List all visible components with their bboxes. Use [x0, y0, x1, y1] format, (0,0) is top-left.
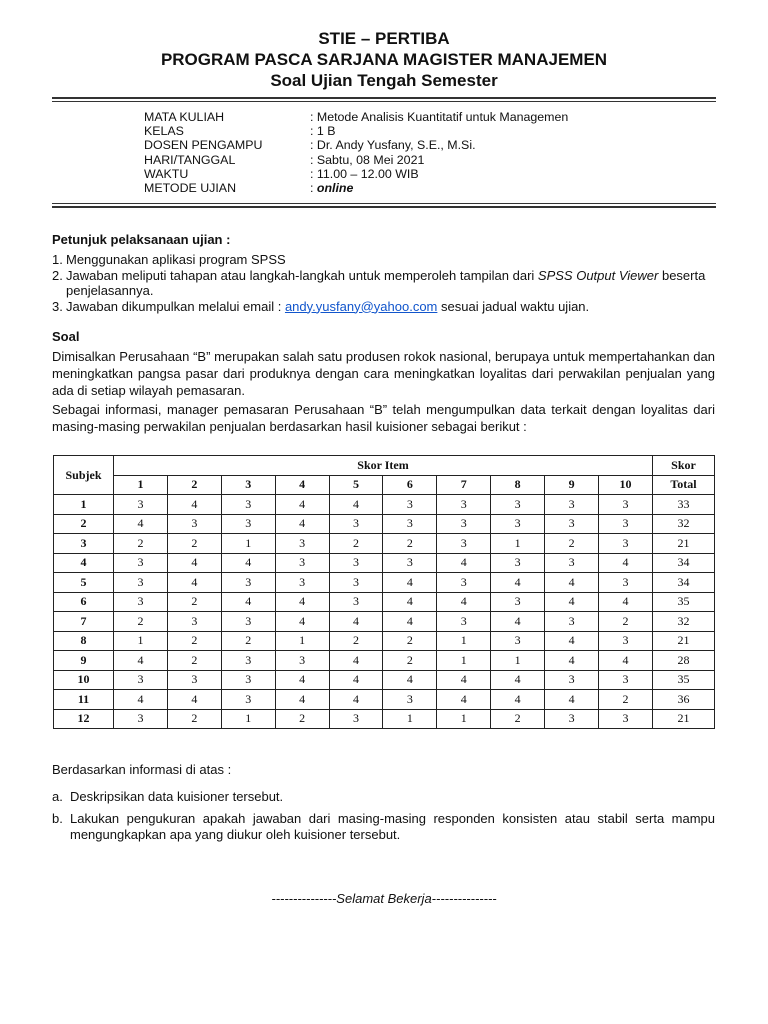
total-cell: 33 — [653, 495, 715, 515]
score-cell: 3 — [221, 651, 275, 671]
instructions-list — [52, 252, 716, 314]
score-cell: 4 — [545, 690, 599, 710]
list-item: 3. Jawaban dikumpulkan melalui email : andy.yusfany@yahoo.com sesuai jadual waktu ujian. — [52, 298, 590, 314]
score-cell: 3 — [275, 651, 329, 671]
score-cell: 2 — [167, 709, 221, 729]
score-cell: 4 — [114, 651, 168, 671]
score-cell: 3 — [599, 709, 653, 729]
score-cell: 4 — [329, 670, 383, 690]
score-cell: 1 — [437, 631, 491, 651]
score-cell: 1 — [437, 709, 491, 729]
score-cell: 4 — [329, 612, 383, 632]
score-cell: 3 — [114, 670, 168, 690]
item-header: 8 — [491, 475, 545, 495]
total-cell: 21 — [653, 534, 715, 554]
questions-intro: Berdasarkan informasi di atas : — [52, 762, 232, 777]
total-cell: 34 — [653, 553, 715, 573]
question-b: b. Lakukan pengukuran apakah jawaban dari masing-masing responden konsisten atau stabil serta mampu mengungkapkan apa yang diukur oleh kuisioner tersebut. — [52, 811, 715, 842]
score-cell: 3 — [114, 495, 168, 515]
score-cell: 3 — [599, 631, 653, 651]
total-cell: 21 — [653, 631, 715, 651]
info-row-method: METODE UJIAN : online — [144, 181, 354, 196]
score-cell: 2 — [383, 631, 437, 651]
method-value: online — [316, 181, 354, 196]
score-cell: 4 — [491, 573, 545, 593]
score-cell: 2 — [114, 612, 168, 632]
subjek-cell: 5 — [54, 573, 114, 593]
score-cell: 3 — [545, 553, 599, 573]
header-divider-top — [52, 97, 716, 102]
score-cell: 3 — [491, 514, 545, 534]
score-cell: 3 — [114, 573, 168, 593]
list-item: 2. Jawaban meliputi tahapan atau langkah-langkah untuk memperoleh tampilan dari SPSS Output Viewer beserta penjelasannya. — [52, 267, 706, 298]
score-cell: 3 — [599, 495, 653, 515]
score-cell: 3 — [167, 670, 221, 690]
score-cell: 3 — [545, 514, 599, 534]
score-cell: 4 — [221, 553, 275, 573]
table-row — [54, 709, 715, 729]
score-cell: 2 — [167, 651, 221, 671]
score-cell: 3 — [114, 553, 168, 573]
score-cell: 1 — [437, 651, 491, 671]
skor-total-header-2: Total — [653, 475, 715, 495]
score-cell: 4 — [275, 670, 329, 690]
total-cell: 32 — [653, 612, 715, 632]
score-cell: 3 — [167, 514, 221, 534]
score-cell: 3 — [329, 709, 383, 729]
item-header: 7 — [437, 475, 491, 495]
score-cell: 2 — [167, 592, 221, 612]
item-header: 4 — [275, 475, 329, 495]
score-cell: 2 — [491, 709, 545, 729]
score-cell: 4 — [167, 573, 221, 593]
score-cell: 4 — [167, 495, 221, 515]
score-cell: 2 — [599, 612, 653, 632]
score-cell: 3 — [221, 573, 275, 593]
score-cell: 1 — [275, 631, 329, 651]
subjek-cell: 12 — [54, 709, 114, 729]
score-cell: 3 — [437, 534, 491, 554]
score-cell: 3 — [437, 573, 491, 593]
score-cell: 4 — [491, 670, 545, 690]
table-row — [54, 651, 715, 671]
subjek-cell: 4 — [54, 553, 114, 573]
table-row — [54, 534, 715, 554]
score-cell: 4 — [599, 651, 653, 671]
score-cell: 3 — [275, 534, 329, 554]
score-cell: 4 — [491, 612, 545, 632]
score-cell: 4 — [545, 573, 599, 593]
subjek-cell: 9 — [54, 651, 114, 671]
table-row — [54, 573, 715, 593]
score-cell: 4 — [329, 690, 383, 710]
subjek-cell: 3 — [54, 534, 114, 554]
score-cell: 2 — [329, 534, 383, 554]
subjek-cell: 11 — [54, 690, 114, 710]
score-cell: 3 — [275, 553, 329, 573]
score-cell: 4 — [221, 592, 275, 612]
score-cell: 3 — [437, 514, 491, 534]
score-cell: 3 — [221, 514, 275, 534]
score-cell: 4 — [275, 612, 329, 632]
item-header: 3 — [221, 475, 275, 495]
table-row — [54, 631, 715, 651]
table-row — [54, 495, 715, 515]
score-cell: 2 — [329, 631, 383, 651]
score-cell: 4 — [437, 690, 491, 710]
score-cell: 3 — [383, 495, 437, 515]
score-cell: 1 — [491, 534, 545, 554]
item-header: 2 — [167, 475, 221, 495]
info-row: HARI/TANGGAL : Sabtu, 08 Mei 2021 — [144, 152, 425, 167]
exam-info — [144, 110, 568, 195]
score-cell: 4 — [275, 495, 329, 515]
table-row — [54, 514, 715, 534]
soal-title: Soal — [52, 329, 80, 344]
total-cell: 28 — [653, 651, 715, 671]
score-cell: 3 — [275, 573, 329, 593]
exam-title: Soal Ujian Tengah Semester — [270, 71, 498, 90]
info-row: WAKTU : 11.00 – 12.00 WIB — [144, 166, 419, 181]
subjek-cell: 7 — [54, 612, 114, 632]
score-cell: 2 — [599, 690, 653, 710]
score-table — [53, 455, 715, 729]
header-divider-bottom — [52, 203, 716, 208]
score-cell: 3 — [221, 670, 275, 690]
item-header: 1 — [114, 475, 168, 495]
soal-paragraph-2: Sebagai informasi, manager pemasaran Perusahaan “B” telah mengumpulkan data terkait dengan loyalitas dari masing-masing perwakilan penjualan berdasarkan hasil kuisioner sebagai berikut : — [52, 402, 715, 435]
score-cell: 3 — [383, 553, 437, 573]
table-row — [54, 670, 715, 690]
subjek-cell: 2 — [54, 514, 114, 534]
score-cell: 4 — [167, 553, 221, 573]
table-row — [54, 690, 715, 710]
table-row — [54, 553, 715, 573]
score-cell: 3 — [437, 612, 491, 632]
info-row: MATA KULIAH : Metode Analisis Kuantitatif untuk Managemen — [144, 110, 569, 124]
score-cell: 3 — [545, 709, 599, 729]
score-cell: 3 — [221, 612, 275, 632]
score-cell: 3 — [545, 670, 599, 690]
score-cell: 3 — [221, 690, 275, 710]
score-cell: 3 — [329, 573, 383, 593]
score-cell: 3 — [329, 553, 383, 573]
table-row — [54, 592, 715, 612]
score-cell: 3 — [437, 495, 491, 515]
subjek-header: Subjek — [54, 456, 114, 495]
skor-item-header: Skor Item — [114, 456, 653, 476]
score-cell: 3 — [599, 573, 653, 593]
skor-total-header-1: Skor — [653, 456, 715, 476]
score-cell: 4 — [599, 592, 653, 612]
info-row: KELAS : 1 B — [144, 124, 336, 139]
total-cell: 35 — [653, 592, 715, 612]
score-cell: 4 — [275, 514, 329, 534]
email-link[interactable]: andy.yusfany@yahoo.com — [284, 298, 438, 314]
score-cell: 2 — [383, 534, 437, 554]
score-cell: 4 — [437, 670, 491, 690]
score-cell: 4 — [383, 573, 437, 593]
list-item: 1. Menggunakan aplikasi program SPSS — [52, 252, 286, 267]
item-header: 5 — [329, 475, 383, 495]
soal-paragraph-1: Dimisalkan Perusahaan “B” merupakan salah satu produsen rokok nasional, berupaya untuk mempertahankan dan meningkatkan pangsa pasar dari produknya dengan cara meningkatkan loyalitas dari perwakilan penjualan yang ada di setiap wilayah pemasaran. — [52, 349, 715, 399]
subjek-cell: 6 — [54, 592, 114, 612]
document-header — [0, 28, 768, 91]
score-cell: 4 — [545, 651, 599, 671]
score-cell: 3 — [114, 709, 168, 729]
score-cell: 4 — [329, 651, 383, 671]
score-cell: 3 — [599, 534, 653, 554]
score-cell: 3 — [545, 612, 599, 632]
subjek-cell: 10 — [54, 670, 114, 690]
score-cell: 2 — [383, 651, 437, 671]
score-cell: 4 — [275, 690, 329, 710]
total-cell: 36 — [653, 690, 715, 710]
closing-text: ---------------Selamat Bekerja--------------- — [271, 891, 497, 906]
score-cell: 1 — [221, 534, 275, 554]
score-cell: 3 — [545, 495, 599, 515]
score-cell: 1 — [221, 709, 275, 729]
institution-name: STIE – PERTIBA — [318, 29, 450, 48]
score-cell: 4 — [383, 670, 437, 690]
score-cell: 2 — [167, 534, 221, 554]
score-cell: 3 — [599, 514, 653, 534]
info-row: DOSEN PENGAMPU : Dr. Andy Yusfany, S.E., M.Si. — [144, 138, 476, 153]
score-cell: 4 — [545, 592, 599, 612]
score-cell: 4 — [114, 514, 168, 534]
score-cell: 4 — [437, 592, 491, 612]
score-cell: 3 — [114, 592, 168, 612]
score-cell: 1 — [491, 651, 545, 671]
program-name: PROGRAM PASCA SARJANA MAGISTER MANAJEMEN — [160, 50, 608, 69]
score-cell: 3 — [167, 612, 221, 632]
total-cell: 21 — [653, 709, 715, 729]
score-cell: 2 — [167, 631, 221, 651]
score-cell: 4 — [114, 690, 168, 710]
score-cell: 3 — [221, 495, 275, 515]
score-cell: 4 — [275, 592, 329, 612]
item-header: 10 — [599, 475, 653, 495]
table-row — [54, 612, 715, 632]
total-cell: 35 — [653, 670, 715, 690]
score-cell: 3 — [491, 495, 545, 515]
score-cell: 4 — [491, 690, 545, 710]
total-cell: 34 — [653, 573, 715, 593]
score-cell: 4 — [383, 592, 437, 612]
score-cell: 1 — [383, 709, 437, 729]
subjek-cell: 1 — [54, 495, 114, 515]
score-cell: 4 — [437, 553, 491, 573]
score-cell: 3 — [329, 592, 383, 612]
score-cell: 3 — [383, 690, 437, 710]
score-cell: 1 — [114, 631, 168, 651]
subjek-cell: 8 — [54, 631, 114, 651]
score-cell: 3 — [383, 514, 437, 534]
score-cell: 2 — [114, 534, 168, 554]
item-header: 9 — [545, 475, 599, 495]
score-cell: 4 — [383, 612, 437, 632]
score-cell: 3 — [329, 514, 383, 534]
item-header: 6 — [383, 475, 437, 495]
score-cell: 2 — [545, 534, 599, 554]
score-cell: 4 — [329, 495, 383, 515]
score-cell: 4 — [545, 631, 599, 651]
score-cell: 3 — [599, 670, 653, 690]
score-cell: 3 — [491, 631, 545, 651]
score-cell: 3 — [491, 592, 545, 612]
score-cell: 4 — [599, 553, 653, 573]
question-a: a. Deskripsikan data kuisioner tersebut. — [52, 789, 284, 804]
score-cell: 2 — [221, 631, 275, 651]
instructions-title: Petunjuk pelaksanaan ujian : — [52, 232, 231, 247]
total-cell: 32 — [653, 514, 715, 534]
score-cell: 4 — [167, 690, 221, 710]
score-cell: 3 — [491, 553, 545, 573]
score-cell: 2 — [275, 709, 329, 729]
